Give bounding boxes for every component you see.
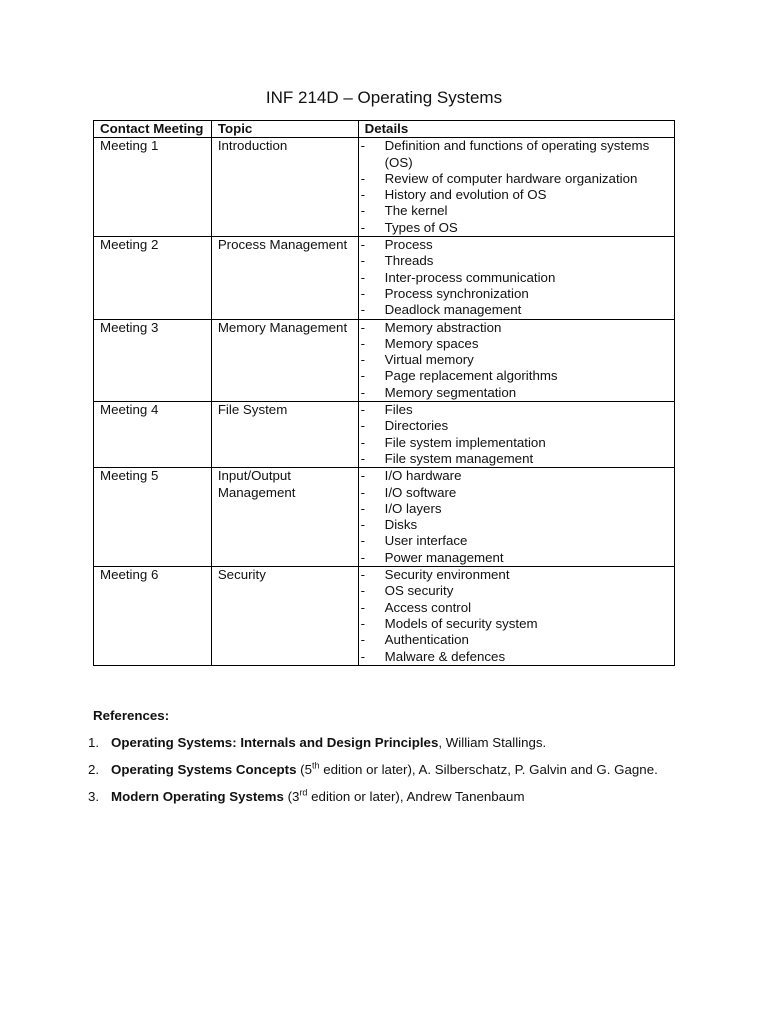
bullet-dash: - bbox=[360, 468, 366, 484]
details-item-text: Security environment bbox=[384, 567, 510, 583]
topic-cell: File System bbox=[211, 402, 358, 468]
syllabus-table bbox=[93, 120, 675, 666]
bullet-dash: - bbox=[360, 583, 366, 599]
details-item bbox=[360, 352, 668, 368]
table-row bbox=[94, 138, 675, 237]
details-item bbox=[360, 203, 668, 219]
details-cell bbox=[358, 138, 674, 237]
bullet-dash: - bbox=[360, 269, 366, 285]
reference-details: edition or later), A. Silberschatz, P. Galvin and G. Gagne. bbox=[319, 762, 658, 777]
references-list bbox=[88, 734, 728, 815]
reference-item bbox=[88, 788, 728, 815]
details-item bbox=[360, 583, 668, 599]
details-item bbox=[360, 253, 668, 269]
details-item-text: Page replacement algorithms bbox=[384, 368, 558, 384]
details-cell bbox=[358, 237, 674, 319]
details-item-text: Threads bbox=[384, 253, 434, 269]
bullet-dash: - bbox=[360, 352, 366, 368]
bullet-dash: - bbox=[360, 533, 366, 549]
details-item-text: Authentication bbox=[384, 632, 469, 648]
references-heading: References: bbox=[93, 708, 170, 723]
details-item-text: Directories bbox=[384, 418, 449, 434]
topic-cell: Introduction bbox=[211, 138, 358, 237]
details-list bbox=[360, 567, 668, 665]
details-item-text: I/O software bbox=[384, 484, 457, 500]
details-item bbox=[360, 468, 668, 484]
bullet-dash: - bbox=[360, 632, 366, 648]
reference-number: 1. bbox=[88, 735, 100, 750]
bullet-dash: - bbox=[360, 302, 366, 318]
details-item-text: Files bbox=[384, 402, 413, 418]
bullet-dash: - bbox=[360, 187, 366, 203]
details-item bbox=[360, 632, 668, 648]
details-item-text: Memory abstraction bbox=[384, 319, 502, 335]
details-item-text: OS security bbox=[384, 583, 454, 599]
details-cell bbox=[358, 567, 674, 666]
details-item-text: Deadlock management bbox=[384, 302, 522, 318]
details-item bbox=[360, 418, 668, 434]
bullet-dash: - bbox=[360, 319, 366, 335]
details-item bbox=[360, 138, 668, 171]
details-item-text: Review of computer hardware organization bbox=[384, 170, 638, 186]
details-item-text: Disks bbox=[384, 517, 418, 533]
bullet-dash: - bbox=[360, 368, 366, 384]
table-row bbox=[94, 402, 675, 468]
details-item bbox=[360, 517, 668, 533]
meeting-cell: Meeting 5 bbox=[94, 468, 212, 567]
bullet-dash: - bbox=[360, 402, 366, 418]
reference-edition: (3 bbox=[283, 789, 300, 804]
reference-details: , William Stallings. bbox=[438, 735, 547, 750]
reference-edition-suffix: rd bbox=[299, 787, 308, 798]
details-item-text: Malware & defences bbox=[384, 648, 506, 664]
reference-edition: (5 bbox=[296, 762, 312, 777]
bullet-dash: - bbox=[360, 138, 366, 154]
meeting-cell: Meeting 2 bbox=[94, 237, 212, 319]
header-topic: Topic bbox=[211, 121, 358, 138]
details-item bbox=[360, 384, 668, 401]
details-item-text: Process bbox=[384, 237, 433, 253]
bullet-dash: - bbox=[360, 615, 366, 631]
details-list bbox=[360, 319, 668, 401]
bullet-dash: - bbox=[360, 517, 366, 533]
details-cell bbox=[358, 319, 674, 401]
bullet-dash: - bbox=[360, 285, 366, 301]
table-row bbox=[94, 468, 675, 567]
bullet-dash: - bbox=[360, 500, 366, 516]
table-body bbox=[94, 138, 675, 666]
details-item bbox=[360, 648, 668, 665]
bullet-dash: - bbox=[360, 384, 366, 400]
table-header-row bbox=[94, 121, 675, 138]
details-list bbox=[360, 237, 668, 318]
details-item-text: Types of OS bbox=[384, 219, 458, 235]
reference-number: 2. bbox=[88, 762, 100, 777]
details-item bbox=[360, 450, 668, 467]
reference-title: Modern Operating Systems bbox=[111, 789, 284, 804]
details-item bbox=[360, 237, 668, 253]
details-list bbox=[360, 402, 668, 467]
topic-cell: Memory Management bbox=[211, 319, 358, 401]
details-item-text: Virtual memory bbox=[384, 352, 474, 368]
reference-title: Operating Systems: Internals and Design Principles bbox=[111, 735, 439, 750]
details-item-text: Definition and functions of operating systems (OS) bbox=[384, 138, 650, 170]
details-item-text: User interface bbox=[384, 533, 468, 549]
table-row bbox=[94, 319, 675, 401]
details-item-text: Memory spaces bbox=[384, 335, 479, 351]
details-item-text: Memory segmentation bbox=[384, 384, 517, 400]
details-item-text: Process synchronization bbox=[384, 285, 529, 301]
meeting-cell: Meeting 1 bbox=[94, 138, 212, 237]
details-item bbox=[360, 319, 668, 336]
header-details: Details bbox=[358, 121, 674, 138]
details-item-text: I/O hardware bbox=[384, 468, 462, 484]
details-cell bbox=[358, 402, 674, 468]
details-item-text: I/O layers bbox=[384, 500, 442, 516]
details-item bbox=[360, 500, 668, 517]
details-item-text: Inter-process communication bbox=[384, 269, 556, 285]
table-row bbox=[94, 237, 675, 319]
bullet-dash: - bbox=[360, 549, 366, 565]
bullet-dash: - bbox=[360, 484, 366, 500]
details-item bbox=[360, 567, 668, 583]
bullet-dash: - bbox=[360, 450, 366, 466]
bullet-dash: - bbox=[360, 599, 366, 615]
details-item-text: The kernel bbox=[384, 203, 448, 219]
bullet-dash: - bbox=[360, 434, 366, 450]
bullet-dash: - bbox=[360, 418, 366, 434]
topic-cell: Process Management bbox=[211, 237, 358, 319]
bullet-dash: - bbox=[360, 253, 366, 269]
reference-title: Operating Systems Concepts bbox=[111, 762, 297, 777]
bullet-dash: - bbox=[360, 237, 366, 253]
details-item-text: History and evolution of OS bbox=[384, 187, 547, 203]
details-item bbox=[360, 549, 668, 566]
bullet-dash: - bbox=[360, 203, 366, 219]
meeting-cell: Meeting 3 bbox=[94, 319, 212, 401]
table-row bbox=[94, 567, 675, 666]
details-item bbox=[360, 285, 668, 302]
reference-item bbox=[88, 761, 728, 788]
topic-cell: Security bbox=[211, 567, 358, 666]
details-item bbox=[360, 368, 668, 384]
topic-cell: Input/Output Management bbox=[211, 468, 358, 567]
meeting-cell: Meeting 4 bbox=[94, 402, 212, 468]
details-item bbox=[360, 269, 668, 286]
reference-item bbox=[88, 734, 728, 761]
details-item bbox=[360, 484, 668, 501]
reference-details: edition or later), Andrew Tanenbaum bbox=[307, 789, 525, 804]
details-item-text: File system management bbox=[384, 450, 534, 466]
details-item-text: Power management bbox=[384, 549, 504, 565]
bullet-dash: - bbox=[360, 567, 366, 583]
details-item bbox=[360, 302, 668, 318]
header-contact-meeting: Contact Meeting bbox=[94, 121, 212, 138]
details-item bbox=[360, 533, 668, 549]
bullet-dash: - bbox=[360, 648, 366, 664]
details-list bbox=[360, 468, 668, 566]
details-item bbox=[360, 335, 668, 352]
details-list bbox=[360, 138, 668, 236]
details-cell bbox=[358, 468, 674, 567]
details-item-text: Access control bbox=[384, 599, 472, 615]
details-item bbox=[360, 615, 668, 632]
bullet-dash: - bbox=[360, 170, 366, 186]
details-item-text: File system implementation bbox=[384, 434, 546, 450]
details-item bbox=[360, 599, 668, 616]
bullet-dash: - bbox=[360, 335, 366, 351]
bullet-dash: - bbox=[360, 219, 366, 235]
details-item bbox=[360, 219, 668, 236]
details-item bbox=[360, 170, 668, 187]
details-item-text: Models of security system bbox=[384, 615, 538, 631]
page-title: INF 214D – Operating Systems bbox=[265, 88, 503, 107]
details-item bbox=[360, 434, 668, 451]
reference-edition-suffix: th bbox=[312, 760, 320, 771]
details-item bbox=[360, 402, 668, 418]
meeting-cell: Meeting 6 bbox=[94, 567, 212, 666]
reference-number: 3. bbox=[88, 789, 100, 804]
details-item bbox=[360, 187, 668, 203]
